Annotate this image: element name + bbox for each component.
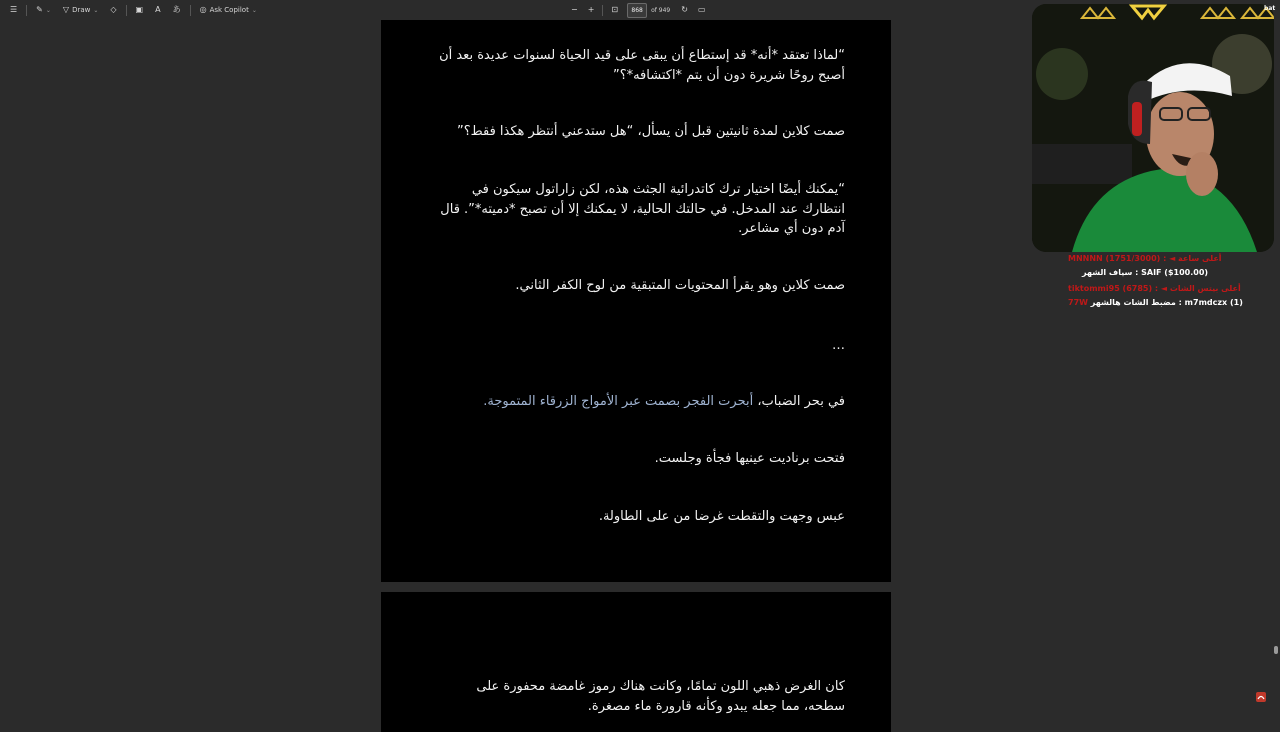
- overlay-top-hours: MNNNN (1751/3000) : ◄ أعلى ساعة: [1068, 254, 1222, 263]
- overlay-prefix: 77W: [1068, 298, 1088, 307]
- fit-page-button[interactable]: [606, 0, 623, 20]
- overlay-chat-moderator: [1068, 298, 1243, 307]
- copilot-icon: ◎: [199, 5, 207, 14]
- divider: [126, 5, 127, 16]
- overlay-moderator-text: مضبط الشات هالشهر : m7mdczx (1): [1090, 298, 1243, 307]
- paragraph: [435, 392, 845, 412]
- chevron-down-icon: ⌄: [93, 6, 99, 14]
- erase-button[interactable]: [104, 0, 122, 20]
- minus-icon: −: [571, 5, 578, 14]
- plus-icon: +: [587, 5, 595, 14]
- text-box-button[interactable]: [130, 0, 150, 20]
- copilot-label: Ask Copilot: [209, 6, 249, 14]
- pdf-page: [381, 20, 891, 582]
- overlay-sword-of-month: سياف الشهر : SAIF ($100.00): [1082, 268, 1209, 277]
- page-view-icon: ▭: [697, 5, 706, 14]
- draw-button[interactable]: [57, 0, 104, 20]
- zoom-out-button[interactable]: [566, 0, 583, 20]
- rotate-icon: ↻: [681, 5, 688, 14]
- zoom-in-button[interactable]: [583, 0, 600, 20]
- highlight-button[interactable]: [30, 0, 57, 20]
- scrollbar-thumb[interactable]: [1274, 646, 1278, 654]
- draw-label: Draw: [72, 6, 91, 14]
- read-aloud-icon: A: [155, 5, 161, 14]
- read-aloud-button[interactable]: [149, 0, 166, 20]
- pdf-icon[interactable]: [1256, 692, 1266, 702]
- paragraph: صمت كلاين وهو يقرأ المحتويات المتبقية من لوح الكفر الثاني.: [515, 278, 845, 293]
- overlay-corner-text: bat: [1264, 5, 1276, 12]
- highlighted-text: أبحرت الفجر بصمت عبر الأمواج الزرقاء المتموجة.: [483, 394, 754, 409]
- overlay-top-bits: tiktommi95 (6785) : ◄ أعلى بيتس الشات: [1068, 284, 1241, 293]
- translate-icon: あ: [172, 5, 181, 14]
- paragraph: “يمكنك أيضًا اختيار ترك كاتدرائية الجثث هذه، لكن زاراتول سيكون في انتظارك عند المدخل. في حالتك الحالية، لا يمكنك إلا أن تصبح *دميته*”. قال آدم دون أي مشاعر.: [440, 182, 845, 236]
- eraser-icon: ◇: [110, 5, 117, 14]
- paragraph: “لماذا تعتقد *أنه* قد إستطاع أن يبقى على قيد الحياة لسنوات عديدة بعد أن أصبح روحًا شريرة دون أن يتم *اكتشافه*؟”: [439, 48, 845, 83]
- paragraph: صمت كلاين لمدة ثانيتين قبل أن يسأل، “هل ستدعني أنتظر هكذا فقط؟”: [457, 124, 845, 139]
- translate-button[interactable]: [167, 0, 187, 20]
- webcam-feed: [1032, 4, 1274, 252]
- ask-copilot-button[interactable]: [194, 0, 263, 20]
- contents-button[interactable]: [4, 0, 23, 20]
- page-number-input[interactable]: 868: [627, 3, 647, 18]
- pen-icon: ▽: [62, 5, 70, 14]
- text-box-icon: ▣: [135, 5, 144, 14]
- divider: [26, 5, 27, 16]
- paragraph-text: في بحر الضباب،: [757, 394, 845, 409]
- divider: [602, 5, 603, 16]
- list-icon: ☰: [10, 5, 18, 14]
- chevron-down-icon: ⌄: [45, 6, 51, 14]
- streamer-image: [1032, 4, 1274, 252]
- highlighter-icon: ✎: [36, 5, 43, 14]
- chevron-down-icon: ⌄: [251, 6, 257, 14]
- page-count: of 949: [651, 6, 671, 14]
- page-view-button[interactable]: [693, 0, 711, 20]
- ellipsis-paragraph: …: [832, 338, 845, 353]
- fit-page-icon: ⊡: [611, 5, 619, 14]
- rotate-button[interactable]: [676, 0, 693, 20]
- paragraph: عبس وجهت والتقطت غرضا من على الطاولة.: [598, 509, 845, 524]
- decorative-border-icon: [1032, 4, 1274, 24]
- paragraph: كان الغرض ذهبي اللون تمامًا، وكانت هناك رموز غامضة محفورة على سطحه، مما جعله يبدو وكأنه قارورة ماء مصغرة.: [476, 679, 845, 714]
- paragraph: فتحت برناديت عينيها فجأة وجلست.: [654, 451, 845, 466]
- pdf-page: [381, 592, 891, 732]
- divider: [190, 5, 191, 16]
